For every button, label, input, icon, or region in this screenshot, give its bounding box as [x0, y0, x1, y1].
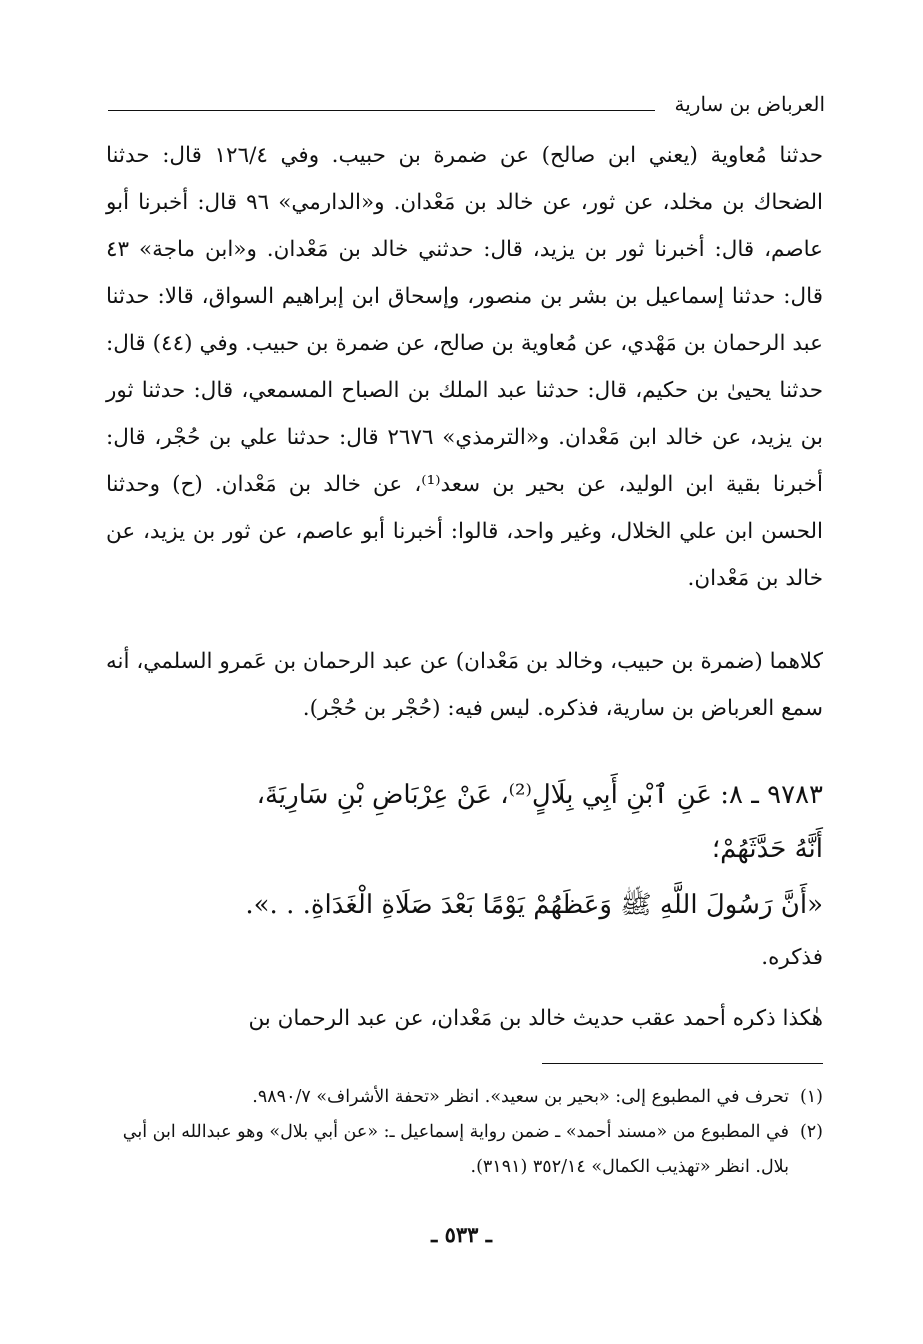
body-paragraph-1: حدثنا مُعاوية (يعني ابن صالح) عن ضمرة بن حبيب. وفي ١٢٦/٤ قال: حدثنا الضحاك بن مخلد، عن ثور، عن خالد بن مَعْدان. و«الدارمي» ٩٦ قال: أخبرنا أبو عاصم، قال: أخبرنا ثور بن يزيد، قال: حدثني خالد بن مَعْدان. و«ابن ماجة» ٤٣ قال: حدثنا إسماعيل بن بشر بن منصور، وإسحاق ابن إبراهيم السواق، قالا: حدثنا عبد الرحمان بن مَهْدي، عن مُعاوية بن صالح، عن ضمرة بن حبيب. وفي (٤٤) قال: حدثنا يحيىٰ بن حكيم، قال: حدثنا عبد الملك بن الصباح المسمعي، قال: حدثنا ثور بن يزيد، عن خالد ابن مَعْدان. و«الترمذي» ٢٦٧٦ قال: حدثنا علي بن حُجْر، قال: أخبرنا بقية ابن الوليد، عن بحير بن سعد⁽¹⁾، عن خالد بن مَعْدان. (ح) وحدثنا الحسن ابن علي الخلال، وغير واحد، قالوا: أخبرنا أبو عاصم، عن ثور بن يزيد، عن خالد بن مَعْدان. [106, 143, 823, 591]
hadith-line-1: ٩٧٨٣ ـ ٨: عَنِ ٱبْنِ أَبِي بِلَالٍ⁽²⁾، عَنْ عِرْبَاضِ بْنِ سَارِيَةَ، [256, 780, 823, 810]
footnote-number: (١) [799, 1087, 823, 1107]
footnote-text: في المطبوع من «مسند أحمد» ـ ضمن رواية إسماعيل ـ: «عن أبي بلال» وهو عبدالله ابن أبي بلال. انظر «تهذيب الكمال» ٣٥٢/١٤ (٣١٩١). [122, 1122, 789, 1177]
header-rule [108, 110, 655, 111]
footnote-item [106, 1080, 823, 1115]
footnote-item [106, 1115, 823, 1185]
footnote-number: (٢) [799, 1122, 823, 1142]
hadith-close: فذكره. [761, 945, 823, 970]
running-header [108, 92, 825, 126]
footnote-rule [542, 1063, 823, 1064]
body-paragraph-4: هٰكذا ذكره أحمد عقب حديث خالد بن مَعْدان، عن عبد الرحمان بن [248, 1006, 823, 1031]
body-paragraph-2: كلاهما (ضمرة بن حبيب، وخالد بن مَعْدان) عن عبد الرحمان بن عَمرو السلمي، أنه سمع العرباض بن سارية، فذكره. ليس فيه: (حُجْر بن حُجْر). [106, 649, 823, 721]
page-number: ـ ٥٣٣ ـ [431, 1222, 492, 1247]
hadith-line-2: أَنَّهُ حَدَّثَهُمْ؛ [711, 834, 823, 864]
footnote-text: تحرف في المطبوع إلى: «بحير بن سعيد». انظر «تحفة الأشراف» ٩٨٩٠/٧. [252, 1087, 789, 1107]
footnotes [106, 1080, 823, 1185]
hadith-line-3: «أَنَّ رَسُولَ اللَّهِ ﷺ وَعَظَهُمْ يَوْمًا بَعْدَ صَلَاةِ الْغَدَاةِ. . .». [245, 890, 823, 920]
running-title: العرباض بن سارية [674, 92, 825, 116]
